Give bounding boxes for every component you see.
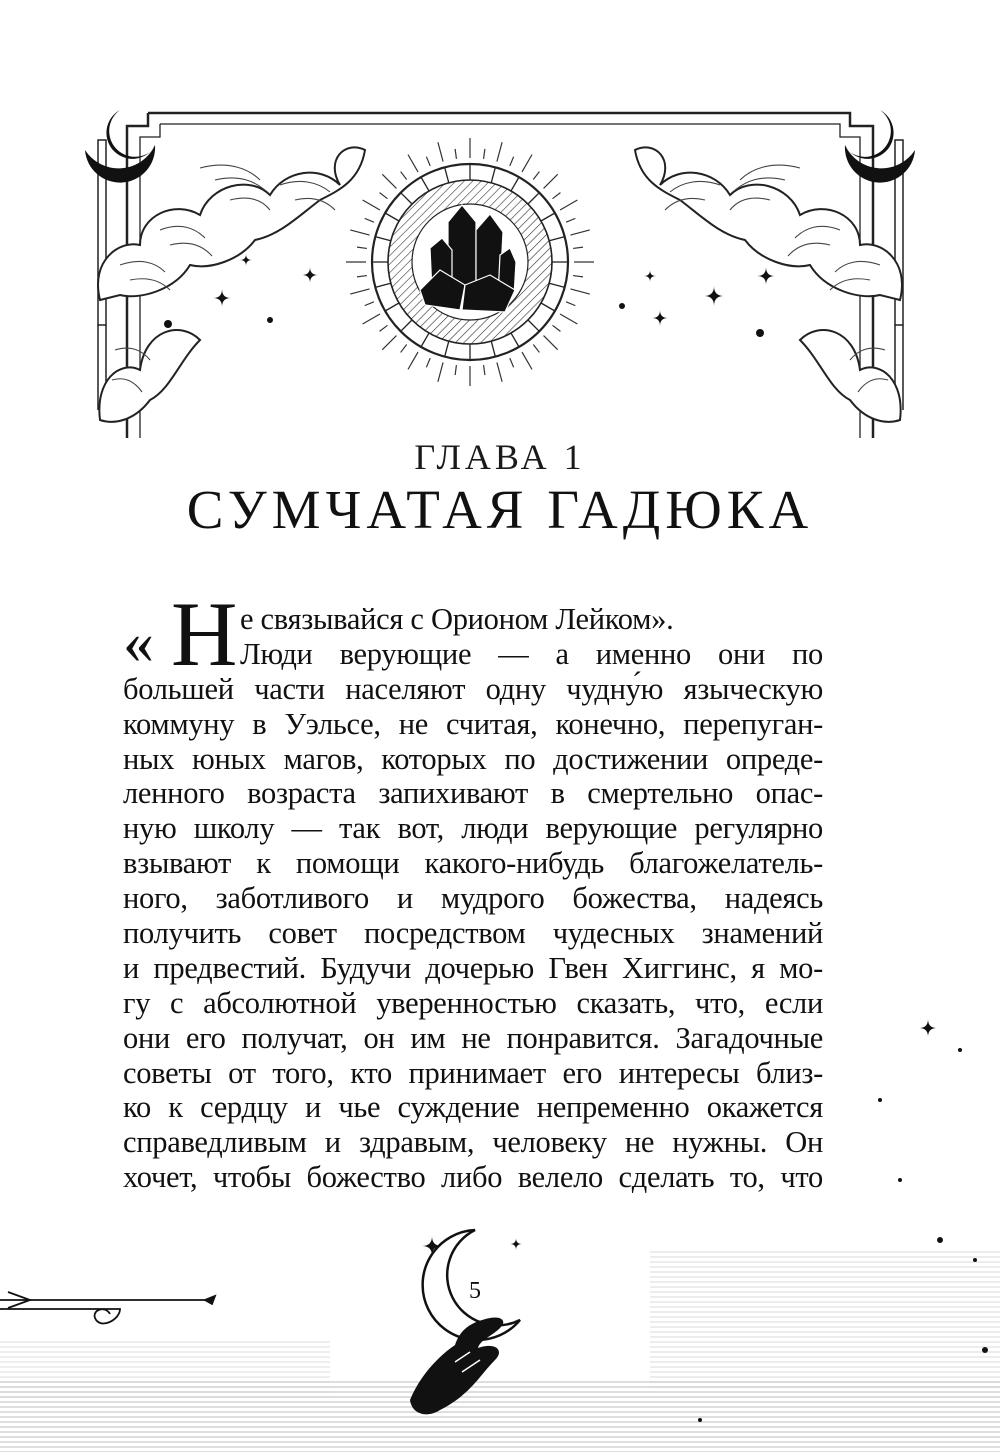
bottom-texture — [0, 1250, 1000, 1452]
chapter-title: СУМЧАТАЯ ГАДЮКА — [186, 479, 814, 540]
drop-cap-letter: Н — [171, 583, 238, 685]
text-line: ленного возраста запихивают в смертельно опас- — [123, 776, 823, 811]
text-line: получить совет посредством чудесных знамений — [123, 916, 823, 951]
text-line: гу с абсолютной уверенностью сказать, что, если — [123, 985, 823, 1020]
text-line: коммуну в Уэльсе, не считая, конечно, перепуган- — [123, 706, 823, 741]
text-line: е связывайся с Орионом Лейком». — [240, 602, 674, 636]
page-number: 5 — [469, 1278, 481, 1304]
text-line: взывают к помощи какого-нибудь благожелатель- — [123, 846, 823, 881]
text-line: они его получат, он им не понравится. Загадочные — [123, 1020, 823, 1055]
text-line: хочет, чтобы божество либо велело сделать то, что — [123, 1160, 823, 1195]
chapter-body-text — [123, 602, 823, 1195]
text-line: ко к сердцу и чье суждение непременно окажется — [123, 1090, 823, 1125]
text-line: ную школу — так вот, люди верующие регулярно — [123, 811, 823, 846]
text-line: и предвестий. Будучи дочерью Гвен Хиггинс, я мо- — [123, 950, 823, 985]
text-line: справедливым и здравым, человеку не нужны. Он — [123, 1125, 823, 1160]
footer-swirl-ornament — [0, 1292, 215, 1323]
text-line: большей части населяют одну чудну́ю языческую — [123, 671, 823, 706]
text-line: ных юных магов, которых по достижении опреде- — [123, 741, 823, 776]
crescent-moon-icon — [85, 110, 155, 183]
drop-cap-quote: « — [123, 609, 154, 677]
text-line: Люди верующие — а именно они по — [240, 636, 823, 671]
crescent-moon-icon — [845, 110, 915, 183]
chapter-label: ГЛАВА 1 — [414, 437, 586, 477]
text-line: ного, заботливого и мудрого божества, надеясь — [123, 881, 823, 916]
text-line: советы от того, кто принимает его интересы близ- — [123, 1055, 823, 1090]
